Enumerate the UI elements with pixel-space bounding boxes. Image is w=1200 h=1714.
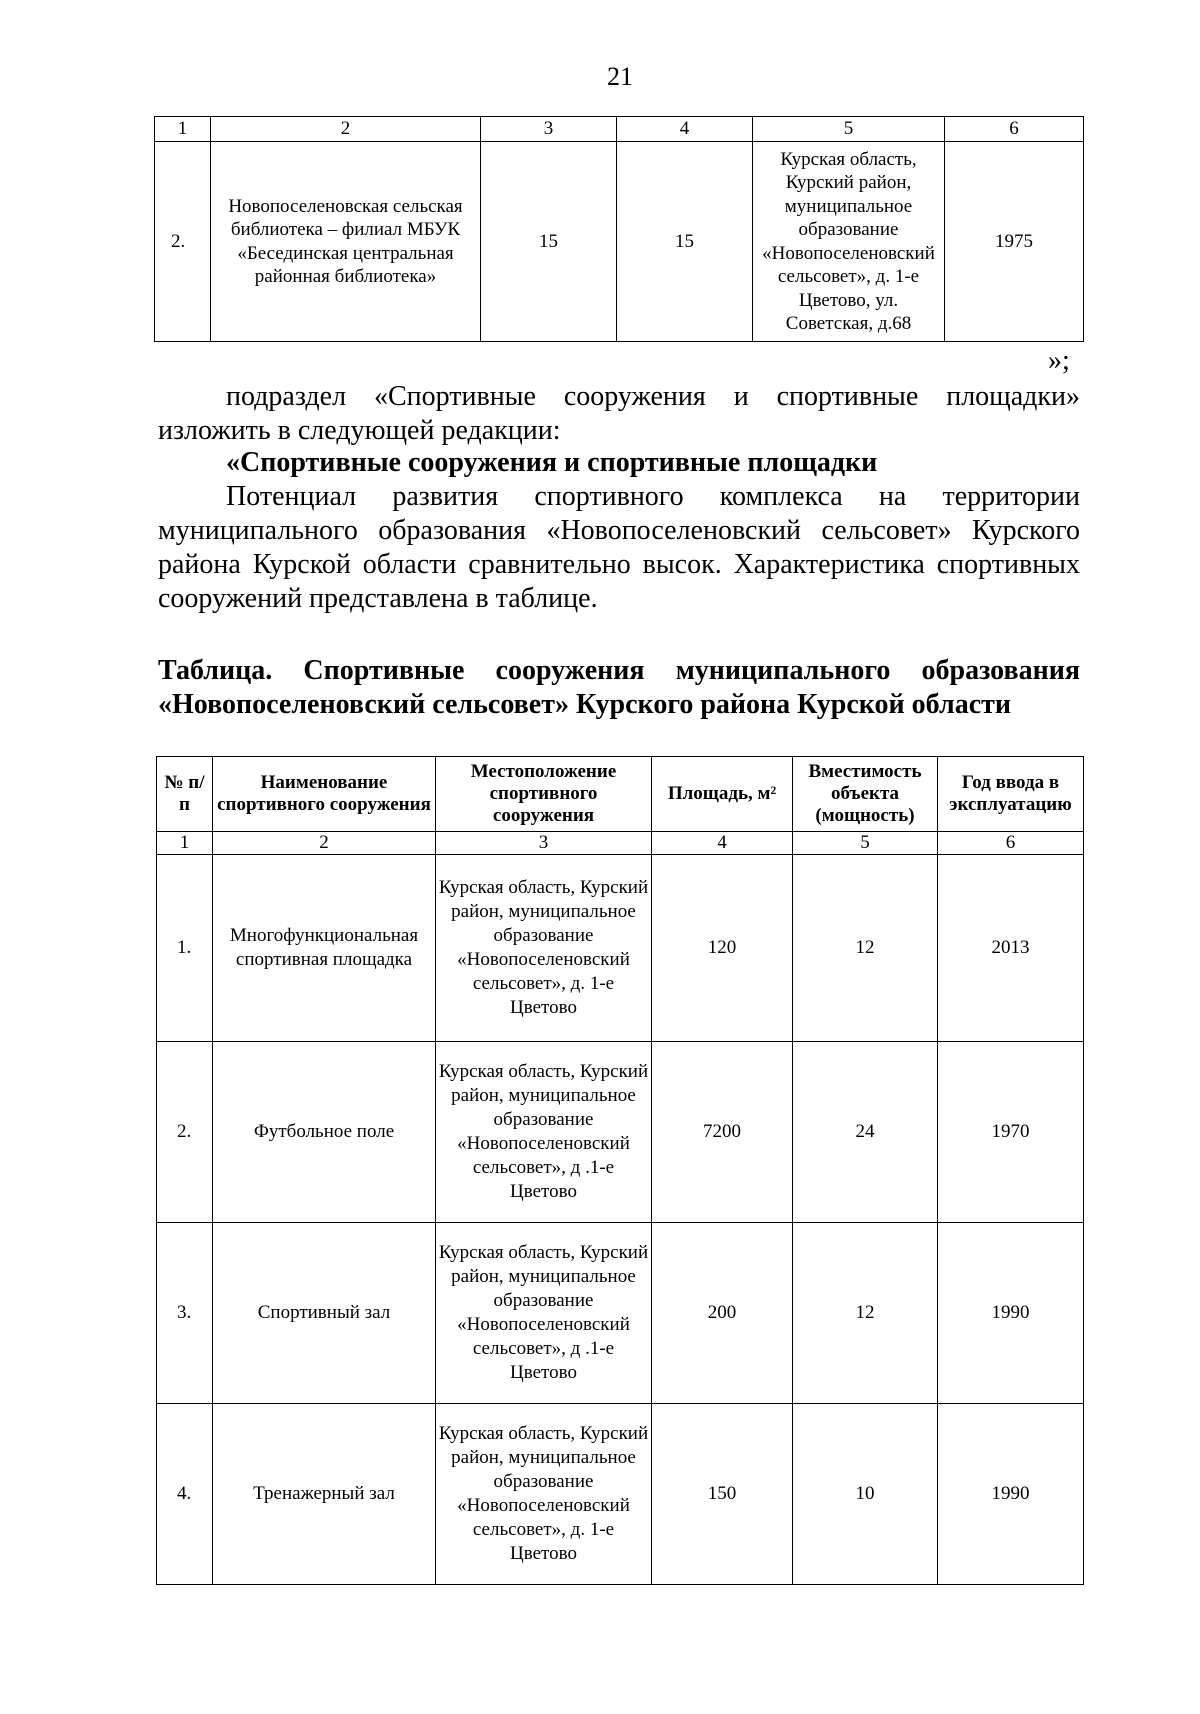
- capacity-cell: 12: [793, 855, 938, 1042]
- table-row: [157, 1404, 1084, 1585]
- closing-quote: »;: [1048, 345, 1070, 376]
- year-cell: 1970: [938, 1042, 1084, 1223]
- table-caption: [158, 654, 1080, 722]
- column-header: Вместимость объекта (мощность): [793, 757, 938, 832]
- paragraph-line: изложить в следующей редакции:: [158, 415, 561, 446]
- capacity-cell: 12: [793, 1223, 938, 1404]
- table-row: [157, 1223, 1084, 1404]
- value-cell: 15: [481, 142, 617, 342]
- facility-name: Тренажерный зал: [213, 1404, 436, 1585]
- value-cell: 15: [617, 142, 753, 342]
- year-cell: 2013: [938, 855, 1084, 1042]
- facility-name: Многофункциональная спортивная площадка: [213, 855, 436, 1042]
- column-number-row: [155, 117, 1084, 142]
- capacity-cell: 24: [793, 1042, 938, 1223]
- row-number: 1.: [157, 855, 213, 1042]
- row-number: 3.: [157, 1223, 213, 1404]
- facility-name: Футбольное поле: [213, 1042, 436, 1223]
- column-number: 5: [793, 832, 938, 855]
- location-cell: Курская область, Курский район, муниципальное образование «Новопоселеновский сельсовет», д .1-е Цветово: [436, 1223, 652, 1404]
- capacity-cell: 10: [793, 1404, 938, 1585]
- year-cell: 1975: [945, 142, 1084, 342]
- column-number: 3: [481, 117, 617, 142]
- facility-name: Новопоселеновская сельская библиотека – филиал МБУК «Бесединская центральная районная библиотека»: [211, 142, 481, 342]
- continued-table: [154, 116, 1084, 342]
- table-header-row: [157, 757, 1084, 832]
- year-cell: 1990: [938, 1404, 1084, 1585]
- column-header: № п/п: [157, 757, 213, 832]
- location-cell: Курская область, Курский район, муниципальное образование «Новопоселеновский сельсовет», д. 1-е Цветово: [436, 855, 652, 1042]
- row-number: 4.: [157, 1404, 213, 1585]
- column-number: 2: [213, 832, 436, 855]
- amendment-paragraph: [158, 380, 1080, 448]
- column-number-row: [157, 832, 1084, 855]
- area-cell: 150: [652, 1404, 793, 1585]
- table-row: [157, 855, 1084, 1042]
- page-number: 21: [607, 62, 633, 91]
- column-number: 1: [155, 117, 211, 142]
- location-cell: Курская область, Курский район, муниципальное образование «Новопоселеновский сельсовет», д .1-е Цветово: [436, 1042, 652, 1223]
- caption-line: «Новопоселеновский сельсовет» Курского района Курской области: [158, 689, 1012, 720]
- section-heading: «Спортивные сооружения и спортивные площадки: [226, 447, 878, 478]
- caption-line: Таблица. Спортивные сооружения муниципального образования: [158, 655, 1080, 686]
- column-number: 5: [753, 117, 945, 142]
- column-header: Площадь, м²: [652, 757, 793, 832]
- location-cell: Курская область, Курский район, муниципальное образование «Новопоселеновский сельсовет», д. 1-е Цветово: [436, 1404, 652, 1585]
- sports-facilities-table: [156, 756, 1084, 1585]
- body-paragraph: Потенциал развития спортивного комплекса на территории муниципального образования «Новопоселеновский сельсовет» Курского района Курской области сравнительно высок. Характеристика спортивных сооружений представлена в таблице.: [158, 481, 1080, 614]
- table-row: [155, 142, 1084, 342]
- column-number: 4: [617, 117, 753, 142]
- area-cell: 120: [652, 855, 793, 1042]
- column-header: Наименование спортивного сооружения: [213, 757, 436, 832]
- facility-name: Спортивный зал: [213, 1223, 436, 1404]
- column-number: 1: [157, 832, 213, 855]
- year-cell: 1990: [938, 1223, 1084, 1404]
- column-number: 2: [211, 117, 481, 142]
- column-header: Местоположение спортивного сооружения: [436, 757, 652, 832]
- row-number: 2.: [155, 142, 211, 342]
- row-number: 2.: [157, 1042, 213, 1223]
- column-number: 6: [938, 832, 1084, 855]
- column-header: Год ввода в эксплуатацию: [938, 757, 1084, 832]
- column-number: 3: [436, 832, 652, 855]
- table-row: [157, 1042, 1084, 1223]
- location-cell: Курская область, Курский район, муниципальное образование «Новопоселеновский сельсовет», д. 1-е Цветово, ул. Советская, д.68: [753, 142, 945, 342]
- area-cell: 7200: [652, 1042, 793, 1223]
- column-number: 4: [652, 832, 793, 855]
- paragraph-line: подраздел «Спортивные сооружения и спортивные площадки»: [226, 381, 1080, 412]
- column-number: 6: [945, 117, 1084, 142]
- area-cell: 200: [652, 1223, 793, 1404]
